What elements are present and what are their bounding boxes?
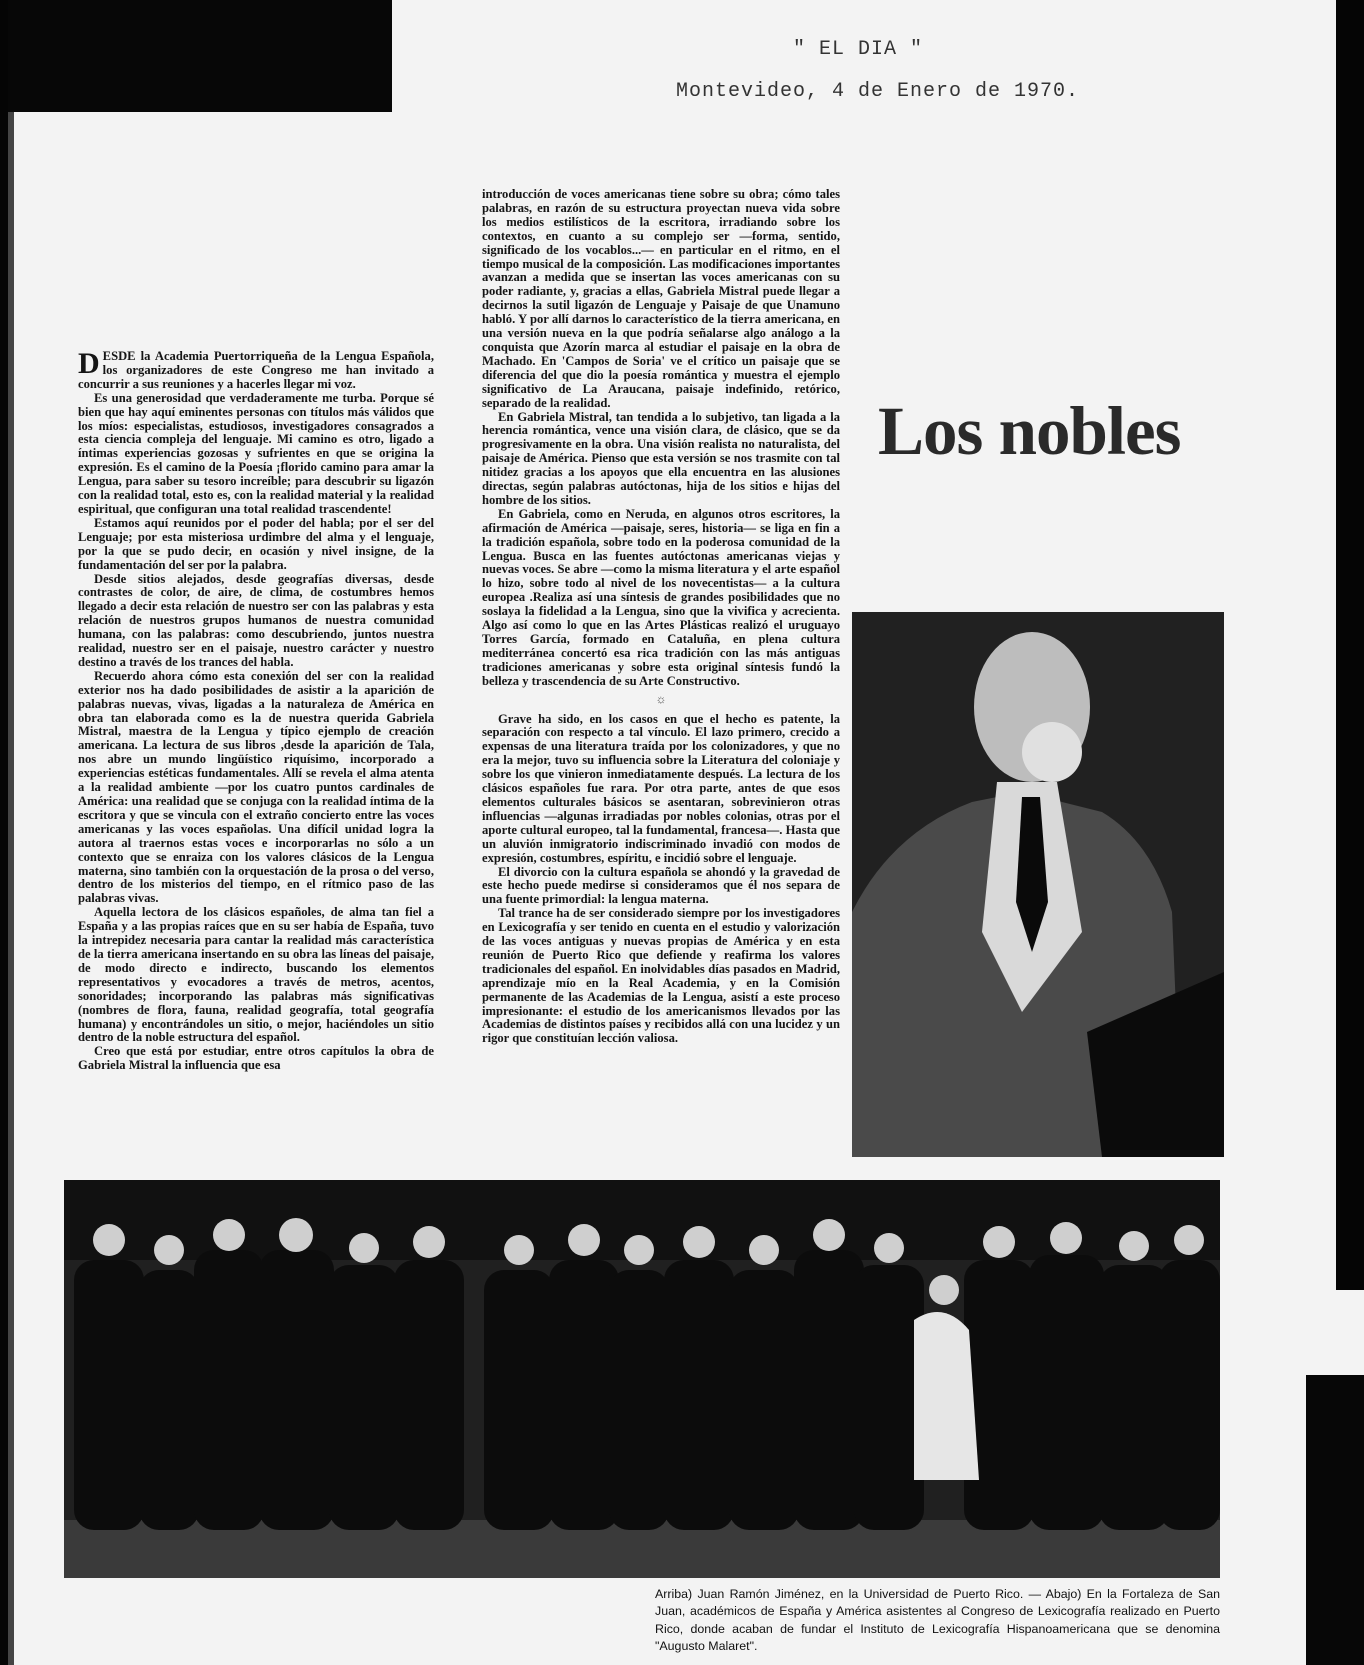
scan-right-edge-bottom — [1306, 1375, 1364, 1665]
scan-right-edge-top — [1336, 0, 1364, 1290]
article-paragraph: Estamos aquí reunidos por el poder del habla; por el ser del Lenguaje; por esta misteriosa urdimbre del alma y el lenguaje, por la que se pudo decir, en ocasión y nivel insigne, de la fundamentación del ser por la palabra. — [78, 515, 434, 572]
scan-left-edge — [0, 0, 8, 1665]
article-paragraph: Grave ha sido, en los casos en que el hecho es patente, la separación con respecto a tal vínculo. El lazo primero, crecido a expensas de una literatura traída por los colonizadores, y que no era la mejor, tuvo su influencia sobre la Literatura del coloniaje y sobre los que vinieron inmediatamente después. La lectura de los clásicos españoles fue rara. Por otra parte, antes de que esos elementos culturales básicos se asentaran, sobrevinieron otras influencias —algunas irradiadas por nobles colonias, otras por el aporte cultural europeo, tal la fundamental, francesa—. Hasta que un aluvión inmigratorio indiscriminado invadió con modos de expresión, costumbres, espíritu, e incidió sobre el lenguaje. — [482, 711, 840, 865]
article-paragraph: En Gabriela Mistral, tan tendida a lo subjetivo, tan ligada a la herencia romántica, vence una visión clara, de clásico, que se da progresivamente en la obra. Una visión realista no naturalista, del paisaje de América. Pienso que esta versión se nos trasmite con tal nitidez gracias a los apoyos que ella encuentra en las alusiones directas, según palabras autóctonas, hija de los sitios e hijas del hombre de los sitios. — [482, 409, 840, 507]
article-paragraph: Aquella lectora de los clásicos españoles, de alma tan fiel a España y a las propias raíces que en su ser había de España, tuvo la intrepidez necesaria para cantar la realidad más característica de la tierra americana insertando en su obra las líneas del paisaje, de modo directo e indirecto, buscando los elementos representativos y evocadores a través de metros, acentos, sonoridades; incorporando las palabras más significativas (nombres de flora, fauna, realidad geografía, total geografía humana) y encontrándoles un sitio, o mejor, haciéndoles un sitio dentro de la noble estructura del español. — [78, 905, 434, 1045]
photo-caption: Arriba) Juan Ramón Jiménez, en la Universidad de Puerto Rico. — Abajo) En la Fortaleza de San Juan, académicos de España y América asistentes al Congreso de Lexicografía realizado en Puerto Rico, donde acaban de fundar el Instituto de Lexicografía Hispanoamericana que se denomina "Augusto Malaret". — [655, 1587, 1220, 1654]
section-separator: ☼ — [655, 691, 667, 706]
dropcap: D — [78, 347, 100, 380]
article-paragraph: Recuerdo ahora cómo esta conexión del ser con la realidad exterior nos ha dado posibilidades de asistir a la aparición de palabras nuevas, vivas, ligadas a la naturaleza de América en obra tan elaborada como es la de nuestra querida Gabriela Mistral, maestra de la Lengua y típico ejemplo de creación americana. La lectura de sus libros ,desde la aparición de Tala, nos abre un mundo lingüístico riquísimo, incorporado a experiencias estéticas fundamentales. Allí se revela el alma atenta a la realidad ambiente —por los cuatro puntos cardinales de América: una realidad que se conjuga con la realidad íntima de la escritora y que se vincula con el extraño concierto entre las voces americanas y las voces españolas. Una difícil unidad logra la autora al traernos estas voces e incorporarlas no sólo a un contexto que se enraiza con los valores clásicos de la Lengua materna, sino también con la orquestación de la prosa o del verso, dentro de los misterios del tiempo, en el rítmico paso de las palabras vivas. — [78, 668, 434, 906]
scan-dark-corner — [0, 0, 392, 112]
newspaper-name: " EL DIA " — [793, 38, 924, 61]
article-paragraph: DESDE la Academia Puertorriqueña de la Lengua Española, los organizadores de este Congreso me han invitado a concurrir a sus reuniones y a hacerles llegar mi voz. — [78, 347, 434, 391]
article-paragraph: Es una generosidad que verdaderamente me turba. Porque sé bien que hay aquí eminentes personas con títulos más válidos que los míos: especialistas, estudiosos, investigadores consagrados a esta ciencia compleja del lenguaje. Mi camino es otro, ligado a íntimas experiencias gozosas y sufrientes en que se origina la expresión. Es el camino de la Poesía ¡florido camino para amar la Lengua, para saber su tesoro increíble; para descubrir su ligazón con la realidad total, esto es, con la realidad material y la realidad espiritual, que configuran una total realidad trascendente! — [78, 390, 434, 516]
article-column-2 — [482, 188, 840, 1046]
article-title: Los nobles — [878, 393, 1181, 469]
article-paragraph: Desde sitios alejados, desde geografías diversas, desde contrastes de color, de aire, de clima, de costumbres hemos llegado a decir esta relación de nuestro ser con las palabras y esta relación de nuestros grupos humanos de nuestra comunidad humana, con las palabras: como descubriendo, juntos nuestra realidad, nuestro ser en el paisaje, nuestro carácter y nuestro destino a través de los trances del habla. — [78, 571, 434, 669]
article-paragraph: En Gabriela, como en Neruda, en algunos otros escritores, la afirmación de América —paisaje, seres, historia— se liga en fin a la tradición española, sobre todo en la poderosa comunidad de la Lengua. Busca en las fuentes autóctonas americanas viejas y nuevas voces. Se abre —como la misma literatura y el arte español lo hizo, sobre todo al nivel de los novecentistas— a la cultura europea .Realiza así una síntesis de grandes posibilidades que no soslaya la fidelidad a la Lengua, sino que la vivifica y acrecienta. Algo así como lo que en las Artes Plásticas realizó el uruguayo Torres García, formado en Cataluña, en plena cultura mediterránea concertó esa rica tradición con las más antiguas tradiciones americanas y sobre esta original síntesis fundó la belleza y trascendencia de su Arte Constructivo. — [482, 506, 840, 688]
dateline: Montevideo, 4 de Enero de 1970. — [676, 80, 1080, 103]
group-photo — [64, 1180, 1220, 1578]
clipping-torn-edge — [8, 112, 14, 1665]
article-paragraph: El divorcio con la cultura española se ahondó y la gravedad de este hecho puede medirse si consideramos que él nos separa de una fuente primordial: la lengua materna. — [482, 864, 840, 907]
article-paragraph: Tal trance ha de ser considerado siempre por los investigadores en Lexicografía y ser tenido en cuenta en el estudio y valorización de las voces antiguas y nuevas propias de América y en esta reunión de Puerto Rico que defiende y reafirma los valores tradicionales del español. En inolvidables días pasados en Madrid, aprendizaje mío en la Real Academia, y en la Comisión permanente de las Academias de la Lengua, asistí a este proceso impresionante: el estudio de los americanismos llevados por las Academias de distintos países y recibidos allá con una lucidez y un rigor que constituían lección valiosa. — [482, 906, 840, 1046]
article-paragraph: introducción de voces americanas tiene sobre su obra; cómo tales palabras, en razón de su estructura proyectan nueva vida sobre los medios estilísticos de la escritora, irradiando sobre los contextos, en cuanto a su complejo ser —forma, sentido, significado de los vocablos...— en particular en el ritmo, en el tiempo musical de la composición. Las modificaciones importantes avanzan a medida que se insertan las voces americanas con su poder radiante, y, gracias a ellas, Gabriela Mistral puede llegar a decirnos la sutil ligazón de Lenguaje y Paisaje de que Unamuno habló. Y por allí darnos lo característico de la tierra americana, en una versión nueva en la que podría señalarse algo análogo a la conquista que Azorín marca al estudiar el paisaje en la obra de Machado. En 'Campos de Soria' ve el crítico un paisaje que se diferencia del que dio la poesía romántica y muestra el ejemplo significativo de La Araucana, paisaje indefinido, retórico, separado de la realidad. — [482, 187, 840, 410]
article-column-1 — [78, 347, 434, 1073]
article-paragraph: Creo que está por estudiar, entre otros capítulos la obra de Gabriela Mistral la influencia que esa — [78, 1044, 434, 1073]
portrait-photo — [852, 612, 1224, 1157]
